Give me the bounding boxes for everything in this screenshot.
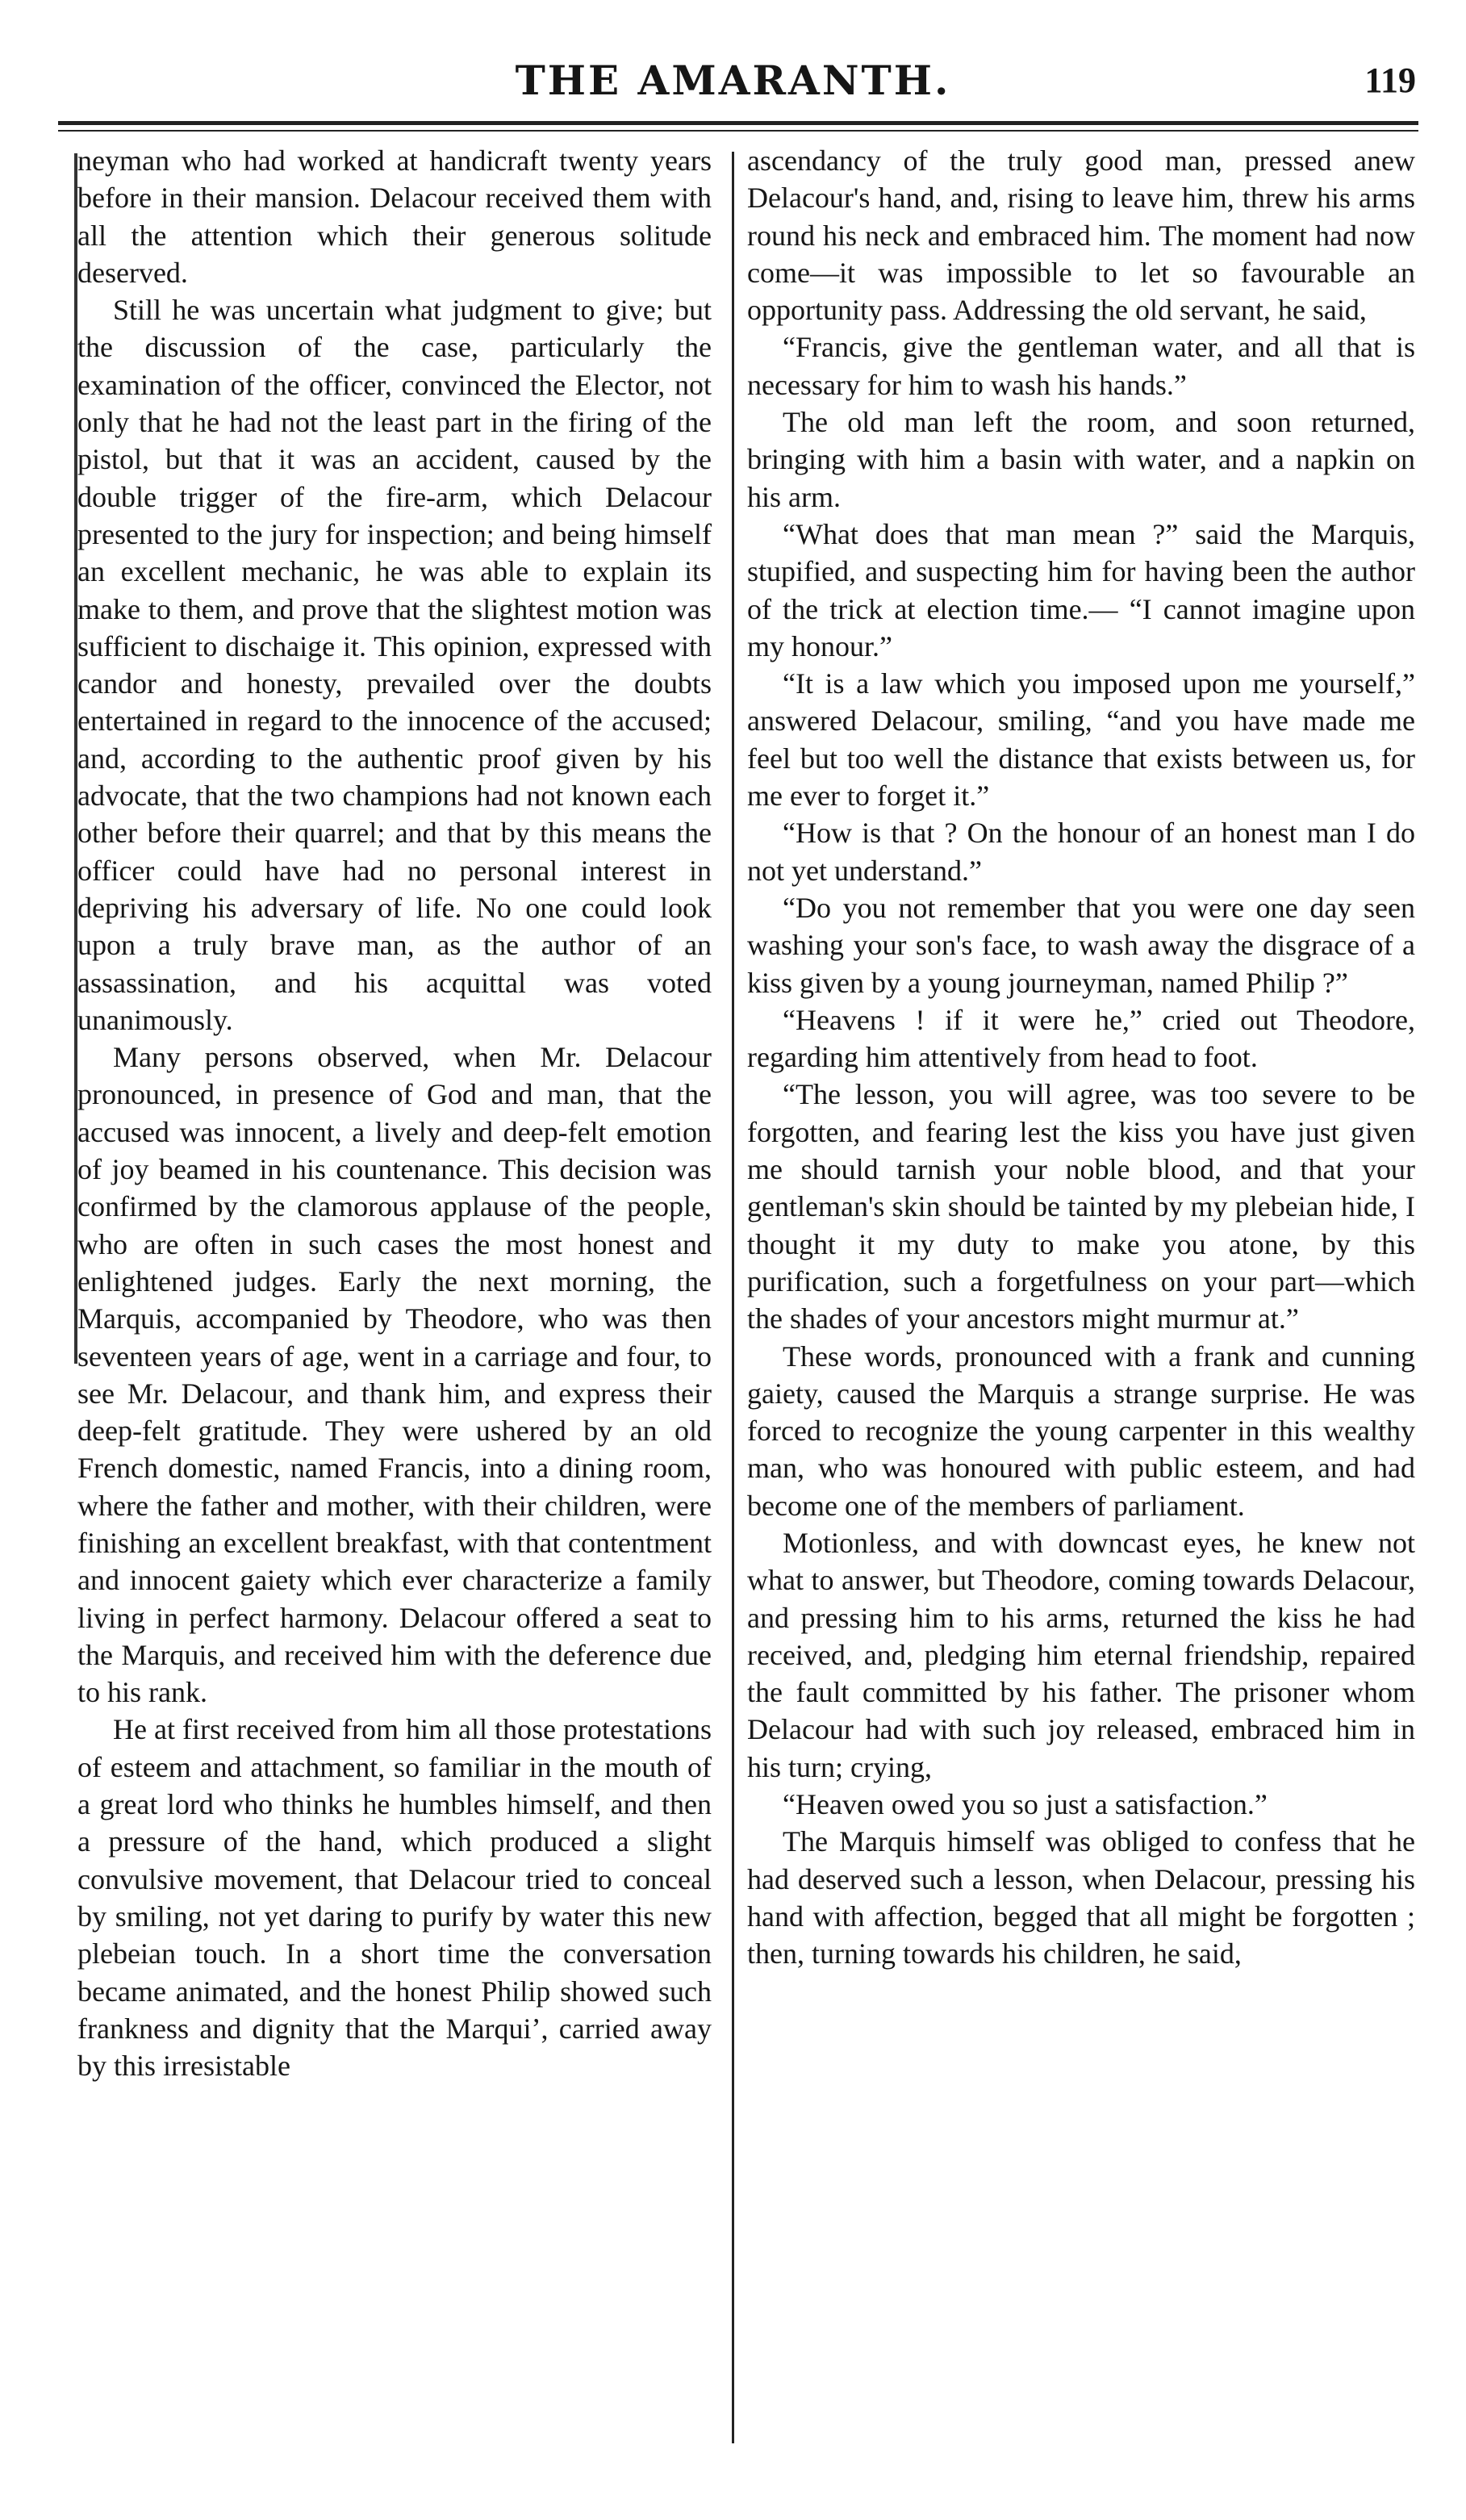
paragraph: The old man left the room, and soon returned, bringing with him a basin with water, and a napkin on his arm. [747,406,1415,513]
left-column [77,142,712,2084]
header-rule-thin [58,130,1418,132]
paragraph: “The lesson, you will agree, was too severe to be forgotten, and fearing lest the kiss you have just given me should tarnish your noble blood, and that your gentleman's skin should be tainted by my plebeian hide, I thought it my duty to make you atone, by this purification, such a forgetfulness on your part—which the shades of your ancestors might murmur at.” [747,1078,1415,1335]
paragraph: “How is that ? On the honour of an honest man I do not yet understand.” [747,817,1415,887]
paragraph: Many persons observed, when Mr. Delacour pronounced, in presence of God and man, that the accused was innocent, a lively and deep-felt emotion of joy beamed in his countenance. This decision was confirmed by the clamorous applause of the people, who are often in such cases the most honest and enlightened judges. Early the next morning, the Marquis, accompanied by Theodore, who was then seventeen years of age, went in a carriage and four, to see Mr. Delacour, and thank him, and express their deep-felt gratitude. They were ushered by an old French domestic, named Francis, into a dining room, where the father and mother, with their children, were finishing an excellent breakfast, with that contentment and innocent gaiety which ever characterize a family living in perfect harmony. Delacour offered a seat to the Marquis, and received him with the deference due to his rank. [77,1041,712,1709]
page-header [0,56,1466,113]
paragraph: “Heaven owed you so just a satisfaction.” [783,1788,1268,1821]
paragraph: “Francis, give the gentleman water, and all that is necessary for him to wash his hands.” [747,331,1415,401]
column-divider [732,152,734,2443]
paragraph: ascendancy of the truly good man, pressed anew Delacour's hand, and, rising to leave him, threw his arms round his neck and embraced him. The moment had now come—it was impossible to let so favourable an opportunity pass. Addressing the old servant, he said, [747,144,1415,327]
paragraph: “What does that man mean ?” said the Marquis, stupified, and suspecting him for having been the author of the trick at election time.— “I cannot imagine upon my honour.” [747,517,1415,662]
page-number: 119 [1364,61,1416,100]
paragraph: These words, pronounced with a frank and cunning gaiety, caused the Marquis a strange surprise. He was forced to recognize the young carpenter in this wealthy man, who was honoured with public esteem, and had become one of the members of parliament. [747,1339,1415,1522]
header-rule-thick [58,121,1418,125]
paragraph: “Do you not remember that you were one day seen washing your son's face, to wash away the disgrace of a kiss given by a young journeyman, named Philip ?” [747,891,1415,999]
paragraph: The Marquis himself was obliged to confess that he had deserved such a lesson, when Delacour, pressing his hand with affection, begged that all might be forgotten ; then, turning towards his children, he said, [747,1825,1415,1970]
paragraph: He at first received from him all those protestations of esteem and attachment, so familiar in the mouth of a great lord who thinks he humbles himself, and then a pressure of the hand, which produced a slight convulsive movement, that Delacour tried to conceal by smiling, not yet daring to purify by water this new plebeian touch. In a short time the conversation became animated, and the honest Philip showed such frankness and dignity that the Marquiʼ, carried away by this irresistable [77,1713,712,2083]
paragraph: neyman who had worked at handicraft twenty years before in their mansion. Delacour received them with all the attention which their generous solitude deserved. [77,144,712,289]
paragraph: Still he was uncertain what judgment to give; but the discussion of the case, particularly the examination of the officer, convinced the Elector, not only that he had not the least part in the firing of the pistol, but that it was an accident, caused by the double trigger of the fire-arm, which Delacour presented to the jury for inspection; and being himself an excellent mechanic, he was able to explain its make to them, and prove that the slightest motion was sufficient to dischaige it. This opinion, expressed with candor and honesty, prevailed over the doubts entertained in regard to the innocence of the accused; and, according to the authentic proof given by his advocate, that the two champions had not known each other before their quarrel; and that by this means the officer could have had no personal interest in depriving his adversary of life. No one could look upon a truly brave man, as the author of an assassination, and his acquittal was voted unanimously. [77,294,712,1036]
paragraph: “It is a law which you imposed upon me yourself,” answered Delacour, smiling, “and you have made me feel but too well the distance that exists between us, for me ever to forget it.” [747,667,1415,813]
paragraph: “Heavens ! if it were he,” cried out Theodore, regarding him attentively from head to foot. [747,1003,1415,1074]
paragraph: Motionless, and with downcast eyes, he knew not what to answer, but Theodore, coming towards Delacour, and pressing him to his arms, returned the kiss he had received, and, pledging him eternal friendship, repaired the fault committed by his father. The prisoner whom Delacour had with such joy released, embraced him in his turn; crying, [747,1526,1415,1783]
running-title: THE AMARANTH. [515,56,951,104]
right-column [747,142,1415,1973]
